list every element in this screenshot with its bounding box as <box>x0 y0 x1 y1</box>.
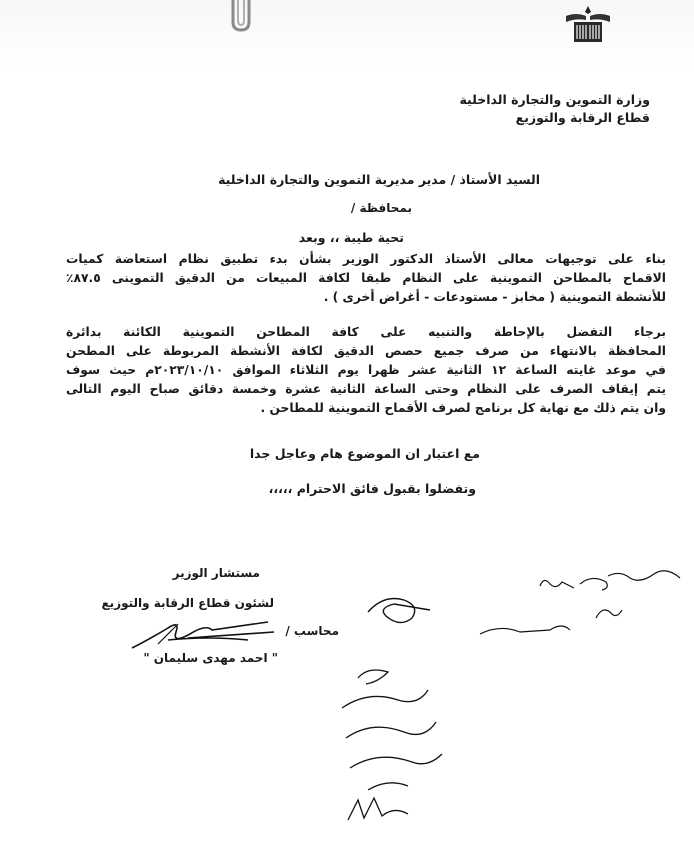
paragraph-2 <box>66 323 666 418</box>
governorate-line: بمحافظة / <box>350 201 412 215</box>
ministry-name: وزارة التموين والتجارة الداخلية <box>459 92 650 107</box>
closing-urgent: مع اعتبار ان الموضوع هام وعاجل جدا <box>249 446 480 461</box>
paragraph-line: للأنشطة التموينية ( مخابز - مستودعات - أغراض أخرى ) . <box>323 290 666 304</box>
accountant-signature <box>364 590 434 630</box>
handwritten-note <box>328 660 458 840</box>
sector-name: قطاع الرقابة والتوزيع <box>515 110 650 125</box>
paragraph-line: يتم إيقاف الصرف على النظام وحتى الساعة الثانية عشرة وخمسة دقائق صباح اليوم التالى <box>66 382 666 396</box>
paragraph-line: بناء على توجيهات معالى الأستاذ الدكتور الوزير بشأن بدء تطبيق نظام استعاضة كميات <box>66 252 666 266</box>
accountant-label: محاسب / <box>285 624 339 638</box>
greeting-line: تحية طيبة ،، وبعد <box>298 230 404 245</box>
paper-clip-icon <box>228 0 254 32</box>
paragraph-line: وان يتم ذلك مع نهاية كل برنامج لصرف الأقماح التموينية للمطاحن . <box>260 401 666 415</box>
reviewer-signatures <box>470 560 694 650</box>
eagle-emblem-icon <box>560 4 616 44</box>
advisor-name: " احمد مهدى سليمان " <box>143 651 278 665</box>
paragraph-line: في موعد غايته الساعة ١٢ الثانية عشر ظهرا يوم الثلاثاء الموافق ٢٠٢٣/١٠/١٠م حيث سوف <box>66 363 666 377</box>
paragraph-line: برجاء التفضل بالإحاطة والتنبيه على كافة المطاحن التموينية الكائنة بدائرة <box>66 325 666 339</box>
advisor-office: لشئون قطاع الرقابة والتوزيع <box>101 596 274 610</box>
paragraph-line: الاقماح بالمطاحن التموينية على النظام طبقا لكافة المبيعات من الدقيق التموينى ٨٧.٥٪ <box>66 271 666 285</box>
paragraph-line: المحافظة بالانتهاء من صرف جميع حصص الدقيق لكافة الأنشطة المربوطة على المطحن <box>66 344 666 358</box>
advisor-signature <box>128 610 278 654</box>
paragraph-1 <box>66 250 666 307</box>
advisor-title: مستشار الوزير <box>172 566 260 580</box>
addressee-line: السيد الأستاذ / مدير مديرية التموين والتجارة الداخلية <box>218 172 540 187</box>
closing-regards: وتفضلوا بقبول فائق الاحترام ،،،،، <box>268 481 476 496</box>
